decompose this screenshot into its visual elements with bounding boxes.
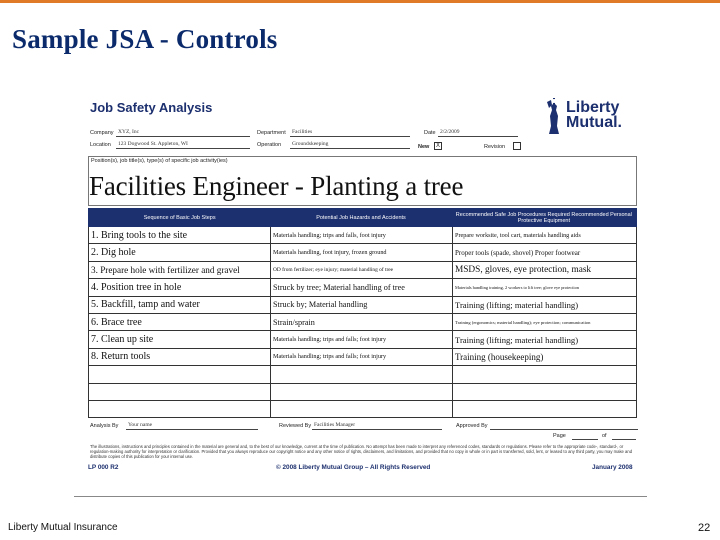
department-label: Department [257,130,286,136]
control-cell: Prepare worksite, tool cart, materials handling aids [452,227,637,243]
column-header-hazards: Potential Job Hazards and Accidents [316,214,406,221]
hazard-cell: OD from fertilizer; eye injury; material handling of tree [270,262,452,278]
department-value: Facilities [292,129,313,135]
copyright-text: © 2008 Liberty Mutual Group – All Rights Reserved [276,464,431,471]
top-accent-rule [0,0,720,3]
hazard-cell: Materials handling; trips and falls; foot injury [270,349,452,365]
operation-label: Operation [257,142,282,148]
date-underline [438,136,518,137]
step-cell: 5. Backfill, tamp and water [88,297,270,313]
position-value: Facilities Engineer - Planting a tree [89,171,464,201]
empty-cell [452,401,637,417]
revision-checkbox[interactable] [513,142,521,150]
empty-cell [452,366,637,382]
table-row [88,331,637,348]
empty-cell [88,384,270,400]
table-row [88,244,637,261]
hazard-cell: Struck by tree; Material handling of tree [270,279,452,295]
page-underline [572,439,598,440]
hazard-cell: Strain/sprain [270,314,452,330]
control-cell: MSDS, gloves, eye protection, mask [452,262,637,278]
column-header-controls: Recommended Safe Job Procedures Required Recommended Personal Protective Equipment [455,211,632,224]
jsa-table [88,208,637,418]
company-value: XYZ, Inc [118,129,140,135]
step-cell: 2. Dig hole [88,244,270,260]
page-label: Page [553,433,566,439]
approved-by-underline [490,429,638,430]
hazard-cell: Materials handling, foot injury, frozen ground [270,244,452,260]
form-date: January 2008 [592,464,633,471]
position-box [88,156,637,206]
step-cell: 3. Prepare hole with fertilizer and gravel [88,262,270,278]
form-code: LP 000 R2 [88,464,119,471]
table-row [88,349,637,366]
of-underline [612,439,636,440]
table-row [88,227,637,244]
step-cell: 4. Position tree in hole [88,279,270,295]
hazard-cell: Materials handling; trips and falls; foot injury [270,331,452,347]
of-label: of [602,433,607,439]
location-underline [116,148,250,149]
table-row [88,279,637,296]
step-cell: 6. Brace tree [88,314,270,330]
empty-cell [88,366,270,382]
footer-company: Liberty Mutual Insurance [8,522,118,533]
date-label: Date [424,130,436,136]
empty-cell [270,384,452,400]
control-cell: Training (lifting; material handling) [452,331,637,347]
table-row [88,297,637,314]
disclaimer-text: The illustrations, instructions and principles contained in the material are general and, to the best of our knowledge, current at the time of publication. No attempt has been made to interpret any referenced codes, standards or regulations. Please refer to the appropriate code-, standard-, or regulation-making authority for interpretation or clarification. Provided that you always reproduce our copyright notice and any other notice of rights, disclaimers, and limitations, and provided that no copy in whole or in part is transferred, sold, lent, or leased to any third party, you may make and distribute copies of this publication for your internal use. [90,444,633,460]
location-label: Location [90,142,111,148]
location-value: 123 Dogwood St. Appleton, WI [118,141,188,147]
company-underline [116,136,250,137]
hazard-cell: Materials handling; trips and falls, foot injury [270,227,452,243]
control-cell: Training (ergonomics; material handling); eye protection; communication [452,314,637,330]
analysis-by-value: Your name [128,422,153,428]
table-row [88,262,637,279]
table-row-empty [88,401,637,418]
empty-cell [270,366,452,382]
empty-cell [452,384,637,400]
new-checkbox[interactable]: X [435,143,440,149]
reviewed-by-underline [312,429,442,430]
operation-underline [290,148,410,149]
footer-divider [74,496,647,497]
jsa-form [86,96,641,481]
control-cell: Training (lifting; material handling) [452,297,637,313]
company-label: Company [90,130,114,136]
slide-title: Sample JSA - Controls [12,24,278,54]
statue-of-liberty-icon [544,96,564,136]
control-cell: Training (housekeeping) [452,349,637,365]
table-header [88,208,637,227]
control-cell: Materials handling training, 2 workers to lift tree; glove eye protection [452,279,637,295]
logo-text: Liberty Mutual. [566,99,622,131]
operation-value: Groundskeeping [292,141,329,147]
column-header-steps: Sequence of Basic Job Steps [143,214,216,221]
step-cell: 8. Return tools [88,349,270,365]
reviewed-by-value: Facilities Manager [314,422,356,428]
analysis-by-label: Analysis By [90,423,119,429]
date-value: 2/2/2009 [440,129,460,135]
liberty-mutual-logo [544,96,644,138]
step-cell: 1. Bring tools to the site [88,227,270,243]
empty-cell [270,401,452,417]
new-label: New [418,144,430,150]
approved-by-label: Approved By [456,423,488,429]
analysis-by-underline [126,429,258,430]
table-row-empty [88,366,637,383]
hazard-cell: Struck by; Material handling [270,297,452,313]
department-underline [290,136,410,137]
reviewed-by-label: Reviewed By [279,423,312,429]
table-row-empty [88,384,637,401]
empty-cell [88,401,270,417]
step-cell: 7. Clean up site [88,331,270,347]
form-title: Job Safety Analysis [90,100,213,115]
revision-label: Revision [484,144,506,150]
page-number: 22 [698,522,711,534]
table-row [88,314,637,331]
position-label: Position(s), job title(s), type(s) of specific job activity(ies) [91,158,228,164]
form-footer [86,464,639,475]
control-cell: Proper tools (spade, shovel) Proper footwear [452,244,637,260]
